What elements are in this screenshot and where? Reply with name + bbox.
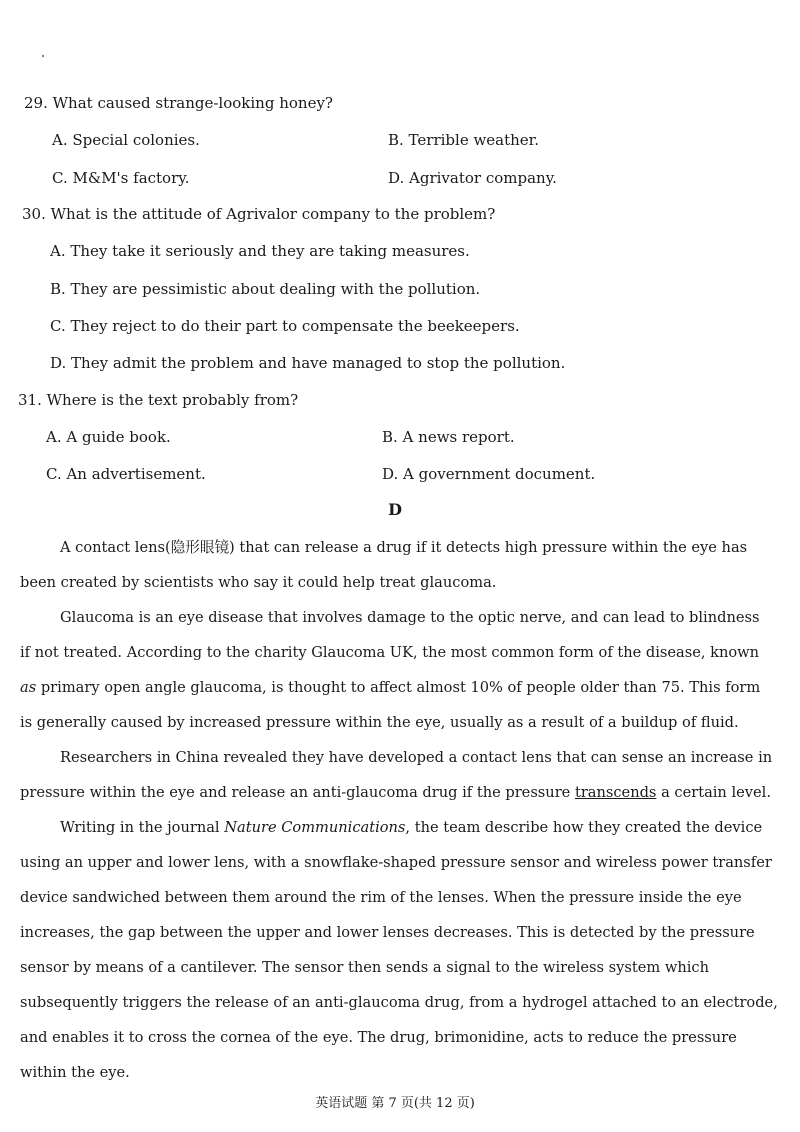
question-30-option-c: C. They reject to do their part to compensate the beekeepers. <box>50 317 520 335</box>
question-29-option-b: B. Terrible weather. <box>388 131 539 149</box>
question-31-option-a: A. A guide book. <box>46 428 171 446</box>
journal-name: Nature Communications <box>224 819 406 836</box>
section-heading: D <box>388 500 402 519</box>
passage-p4-line-8: within the eye. <box>20 1064 130 1081</box>
question-29-stem: 29. What caused strange-looking honey? <box>24 94 333 112</box>
passage-p4-line-7: and enables it to cross the cornea of the eye. The drug, brimonidine, acts to reduce the pressure <box>20 1029 737 1046</box>
question-29-option-c: C. M&M's factory. <box>52 169 190 187</box>
passage-p4-line-6: subsequently triggers the release of an anti-glaucoma drug, from a hydrogel attached to an electrode, <box>20 994 778 1011</box>
passage-p4-start: Writing in the journal <box>60 819 220 836</box>
question-29-option-a: A. Special colonies. <box>52 131 200 149</box>
underlined-word-transcends: transcends <box>574 784 657 801</box>
question-31-stem: 31. Where is the text probably from? <box>18 391 299 409</box>
question-30-option-d: D. They admit the problem and have managed to stop the pollution. <box>50 354 566 372</box>
passage-p2-line-3 <box>20 670 760 705</box>
passage-p2-line-3-text: primary open angle glaucoma, is thought to affect almost 10% of people older than 75. This form <box>40 679 761 696</box>
passage-p2-as: as <box>20 679 37 696</box>
question-30-option-b: B. They are pessimistic about dealing with the pollution. <box>50 280 481 298</box>
speck <box>42 55 44 57</box>
question-30-option-a: A. They take it seriously and they are taking measures. <box>50 242 470 260</box>
passage-p3-line-2-end: a certain level. <box>661 784 771 801</box>
question-31-option-c: C. An advertisement. <box>46 465 206 483</box>
question-31-option-b: B. A news report. <box>382 428 515 446</box>
passage-p1-line-1: A contact lens(隐形眼镜) that can release a drug if it detects high pressure within the eye has <box>60 539 748 556</box>
passage-p2-line-4: is generally caused by increased pressure within the eye, usually as a result of a buildup of fluid. <box>20 714 739 731</box>
passage-p4-line-3: device sandwiched between them around the rim of the lenses. When the pressure inside the eye <box>20 889 742 906</box>
passage-p4-line-1 <box>20 810 763 845</box>
passage-p1-line-2: been created by scientists who say it could help treat glaucoma. <box>20 574 497 591</box>
passage-p4-line-4: increases, the gap between the upper and lower lenses decreases. This is detected by the pressure <box>20 924 755 941</box>
question-31-option-d: D. A government document. <box>382 465 596 483</box>
passage-p4-line-1-end: , the team describe how they created the device <box>405 819 763 836</box>
passage-p4-line-2: using an upper and lower lens, with a snowflake-shaped pressure sensor and wireless power transfer <box>20 854 772 871</box>
passage-p3-line-2 <box>20 775 771 810</box>
question-29-option-d: D. Agrivator company. <box>388 169 557 187</box>
passage-p2-line-2: if not treated. According to the charity Glaucoma UK, the most common form of the disease, known <box>20 644 760 661</box>
passage-p2-line-1: Glaucoma is an eye disease that involves damage to the optic nerve, and can lead to blindness <box>60 609 760 626</box>
passage-p3-line-1: Researchers in China revealed they have developed a contact lens that can sense an increase in <box>60 749 773 766</box>
page-footer: 英语试题 第 7 页(共 12 页) <box>315 1096 475 1111</box>
passage <box>20 530 778 1090</box>
question-30-stem: 30. What is the attitude of Agrivalor company to the problem? <box>22 205 496 223</box>
passage-p3-line-2-text: pressure within the eye and release an anti-glaucoma drug if the pressure <box>20 784 571 801</box>
passage-p4-line-5: sensor by means of a cantilever. The sensor then sends a signal to the wireless system which <box>20 959 710 976</box>
